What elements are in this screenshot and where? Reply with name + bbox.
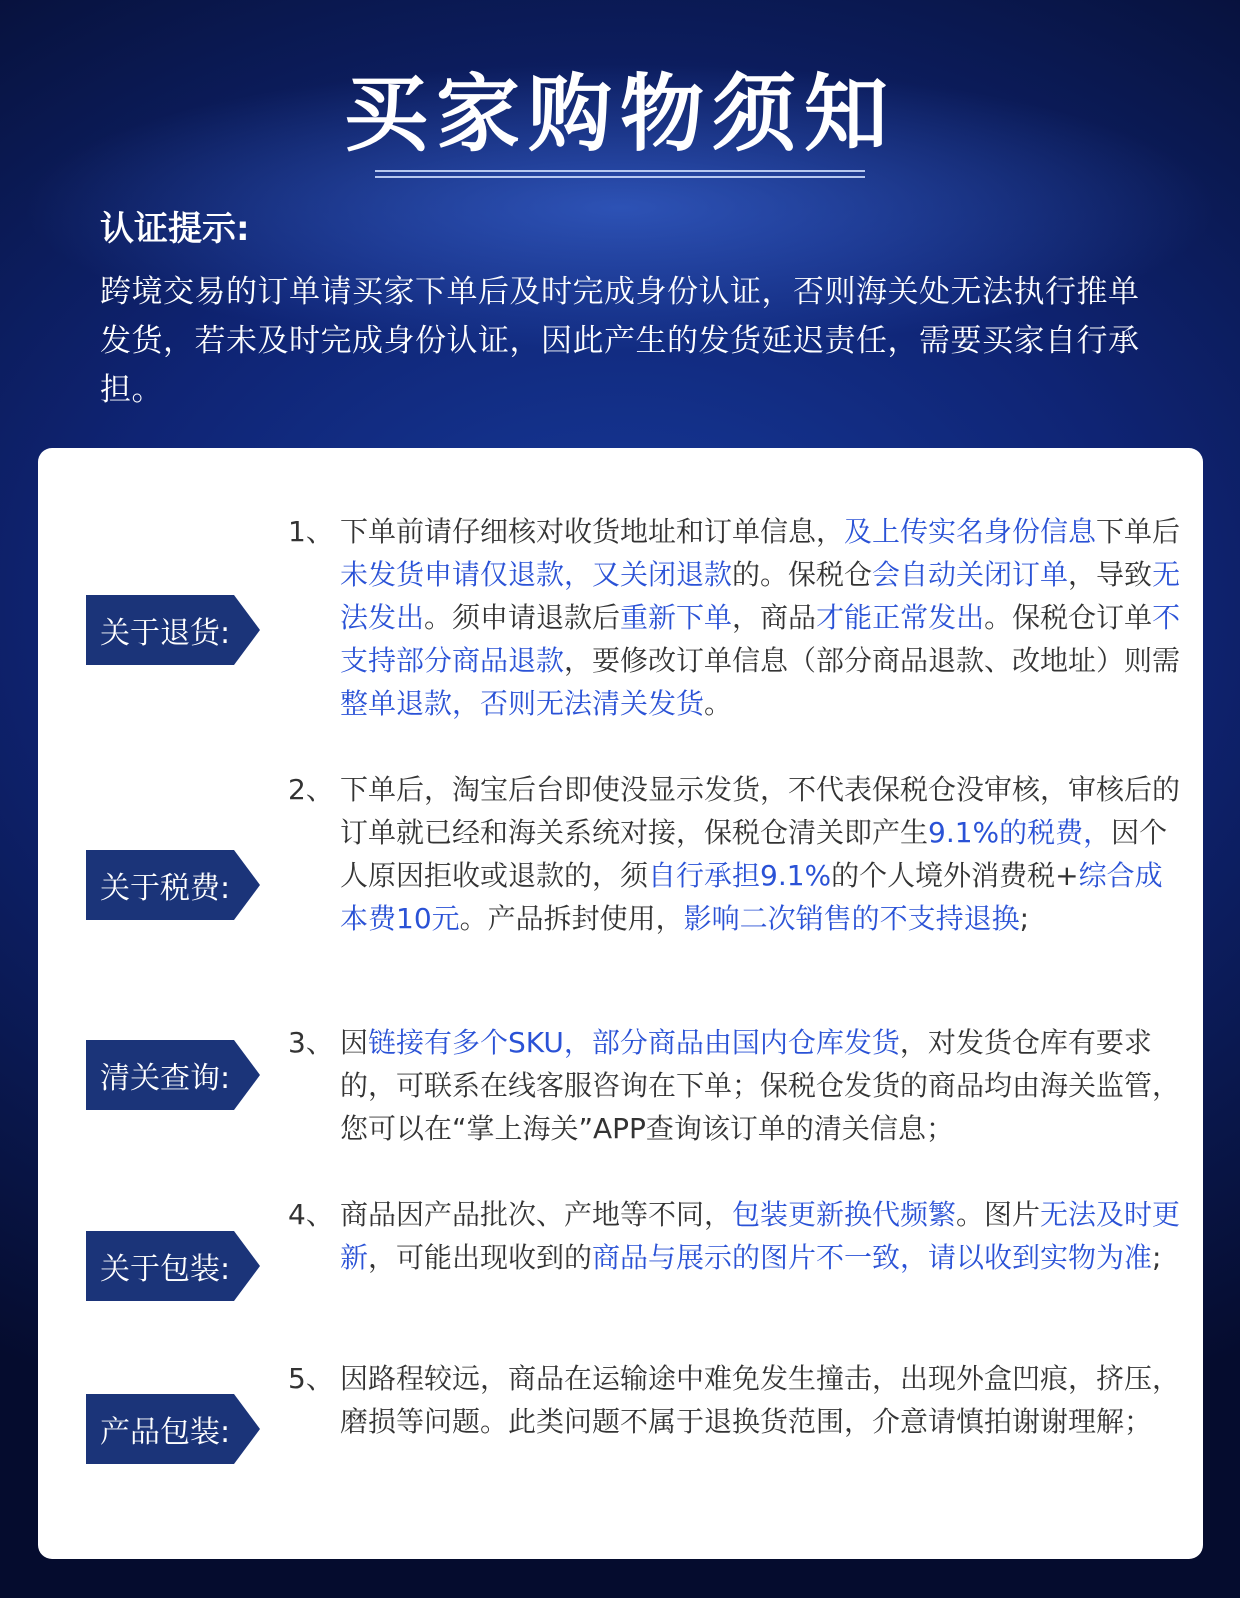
- cert-body: 跨境交易的订单请买家下单后及时完成身份认证，否则海关处无法执行推单发货，若未及时完成身份认证，因此产生的发货延迟责任，需要买家自行承担。: [100, 274, 1140, 408]
- item-number: 5、: [288, 1362, 334, 1395]
- page-title: 买家购物须知: [343, 65, 896, 163]
- item-text: 商品因产品批次、产地等不同，包装更新换代频繁。图片无法及时更新，可能出现收到的商品与展示的图片不一致，请以收到实物为准;: [340, 1198, 1181, 1274]
- notice-card: [38, 448, 1203, 1559]
- item-number: 1、: [288, 515, 334, 548]
- item-text: 因链接有多个SKU，部分商品由国内仓库发货，对发货仓库有要求的，可联系在线客服咨询在下单；保税仓发货的商品均由海关监管，您可以在“掌上海关”APP查询该订单的清关信息；: [340, 1026, 1181, 1145]
- notice-item-1: [288, 510, 1188, 725]
- cert-heading: 认证提示:: [100, 209, 250, 249]
- item-text: 下单后，淘宝后台即使没显示发货，不代表保税仓没审核，审核后的订单就已经和海关系统对接，保税仓清关即产生9.1%的税费，因个人原因拒收或退款的，须自行承担9.1%的个人境外消费税+综合成本费10元。产品拆封使用，影响二次销售的不支持退换;: [340, 773, 1181, 935]
- notice-item-3: [288, 1021, 1188, 1150]
- item-text: 因路程较远，商品在运输途中难免发生撞击，出现外盒凹痕，挤压，磨损等问题。此类问题不属于退换货范围，介意请慎拍谢谢理解；: [340, 1362, 1181, 1438]
- item-number: 4、: [288, 1198, 334, 1231]
- item-text: 下单前请仔细核对收货地址和订单信息，及上传实名身份信息下单后未发货申请仅退款，又关闭退款的。保税仓会自动关闭订单，导致无法发出。须申请退款后重新下单，商品才能正常发出。保税仓订单不支持部分商品退款，要修改订单信息（部分商品退款、改地址）则需整单退款，否则无法清关发货。: [340, 515, 1181, 720]
- tag-tax: 关于税费:: [86, 850, 234, 920]
- item-number: 3、: [288, 1026, 334, 1059]
- tag-returns: 关于退货:: [86, 595, 234, 665]
- title-underline-2: [375, 176, 865, 178]
- notice-item-2: [288, 768, 1188, 940]
- tag-customs-query: 清关查询:: [86, 1040, 234, 1110]
- tag-product-packaging: 产品包装:: [86, 1394, 234, 1464]
- item-number: 2、: [288, 773, 334, 806]
- notice-item-5: [288, 1357, 1188, 1443]
- notice-item-4: [288, 1193, 1188, 1279]
- tag-packaging: 关于包装:: [86, 1231, 234, 1301]
- title-underline-1: [375, 170, 865, 172]
